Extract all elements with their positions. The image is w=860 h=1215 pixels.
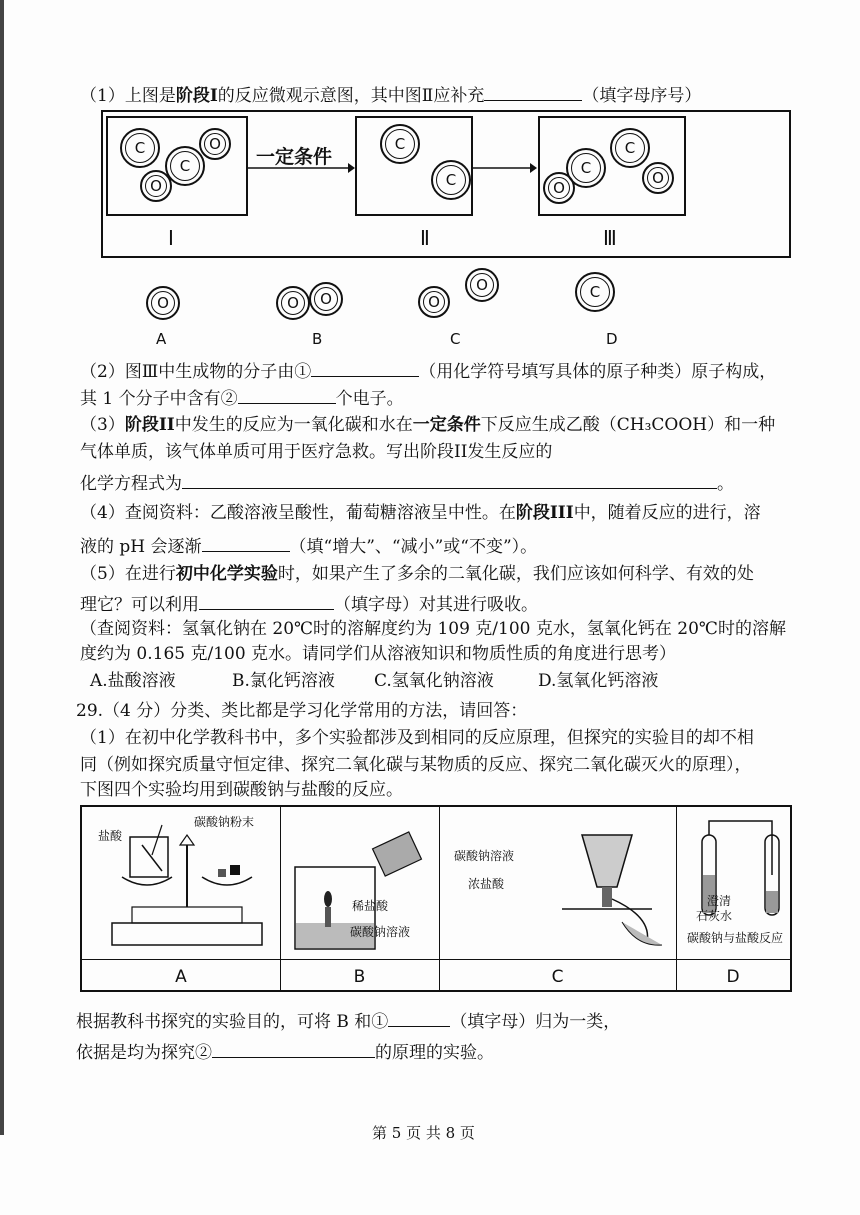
q5-note2: 度约为 0.165 克/100 克水。请同学们从溶液知识和物质性质的角度进行思考） xyxy=(80,644,677,664)
divider xyxy=(82,959,790,960)
q4-blank[interactable] xyxy=(202,533,290,552)
oxygen-atom: O xyxy=(543,172,575,204)
option-c-oxygen-atom: O xyxy=(465,268,499,302)
label-clear: 澄清 xyxy=(707,894,732,908)
label-na2co3-solution-c: 碳酸钠溶液 xyxy=(454,849,515,863)
q29-para2: 同（例如探究质量守恒定律、探究二氧化碳与某物质的反应、探究二氧化碳灭火的原理）， xyxy=(80,755,752,775)
oxygen-atom: O xyxy=(140,170,172,202)
q29-blank-2[interactable] xyxy=(212,1039,375,1058)
q29-para1: （1）在初中化学教科书中，多个实验都涉及到相同的反应原理，但探究的实验目的却不相 xyxy=(80,728,754,748)
q5-note1: （查阅资料：氢氧化钠在 20℃时的溶解度约为 109 克/100 克水，氢氧化钙在 20℃时的溶解 xyxy=(80,619,786,639)
carbon-atom: C xyxy=(566,148,606,188)
label-dilute-hcl: 稀盐酸 xyxy=(352,899,389,913)
experiment-figure xyxy=(80,805,792,992)
q5-line1: （5）在进行初中化学实验时，如果产生了多余的二氧化碳，我们应该如何科学、有效的处 xyxy=(80,564,754,584)
q29-answer-line1: 根据教科书探究的实验目的，可将 B 和① （填字母）归为一类， xyxy=(76,1008,620,1033)
q5-choice-c: C.氢氧化钠溶液 xyxy=(374,671,494,691)
panel-label-1: Ⅰ xyxy=(168,226,174,250)
page-edge xyxy=(0,0,4,1135)
arrow-condition-label: 一定条件 xyxy=(256,146,333,168)
oxygen-atom: O xyxy=(199,128,231,160)
divider xyxy=(439,807,440,990)
q3-line2: 气体单质，该气体单质可用于医疗急救。写出阶段II发生反应的 xyxy=(80,442,553,462)
q4-line2: 液的 pH 会逐渐 （填“增大”、“减小”或“不变”）。 xyxy=(80,533,537,558)
label-conc-hcl: 浓盐酸 xyxy=(468,877,505,891)
q1-answer-blank[interactable] xyxy=(484,82,582,101)
carbon-atom: C xyxy=(610,128,650,168)
q29-header: 29.（4 分）分类、类比都是学习化学常用的方法，请回答： xyxy=(76,701,528,721)
label-hcl-a: 盐酸 xyxy=(98,829,123,843)
q5-choice-a: A.盐酸溶液 xyxy=(90,671,176,691)
q3-line1: （3）阶段II中发生的反应为一氧化碳和水在一定条件下反应生成乙酸（CH₃COOH）和一种 xyxy=(80,415,776,435)
carbon-atom: C xyxy=(431,160,471,200)
option-label-b: B xyxy=(312,330,323,348)
oxygen-atom: O xyxy=(642,162,674,194)
q5-choice-d: D.氢氧化钙溶液 xyxy=(538,671,659,691)
label-na2co3-hcl-reaction: 碳酸钠与盐酸反应 xyxy=(687,931,784,945)
label-na2co3-powder: 碳酸钠粉末 xyxy=(194,815,255,829)
figure-panel-a: A xyxy=(175,967,187,987)
option-label-a: A xyxy=(156,330,167,348)
figure-panel-b: B xyxy=(353,967,366,987)
option-c-oxygen-atom: O xyxy=(418,286,450,318)
carbon-atom: C xyxy=(380,124,420,164)
q2-line1: （2）图Ⅲ中生成物的分子由① （用化学符号填写具体的原子种类）原子构成， xyxy=(80,358,776,383)
q5-choice-b: B.氯化钙溶液 xyxy=(232,671,335,691)
q2-line2: 其 1 个分子中含有② 个电子。 xyxy=(80,385,404,410)
q1-line: （1）上图是阶段Ⅰ的反应微观示意图，其中图Ⅱ应补充 （填字母序号） xyxy=(80,82,701,107)
q29-blank-1[interactable] xyxy=(388,1008,450,1027)
carbon-atom: C xyxy=(165,146,205,186)
option-a-oxygen-atom: O xyxy=(146,286,180,320)
q29-para3: 下图四个实验均用到碳酸钠与盐酸的反应。 xyxy=(80,780,403,800)
q4-line1: （4）查阅资料：乙酸溶液呈酸性，葡萄糖溶液呈中性。在阶段III中，随着反应的进行，溶 xyxy=(80,503,761,523)
q5-line2: 理它？可以利用 （填字母）对其进行吸收。 xyxy=(80,591,538,616)
q2-blank-1[interactable] xyxy=(311,358,419,377)
panel-label-3: Ⅲ xyxy=(603,226,617,250)
figure-panel-c: C xyxy=(551,967,564,987)
label-limewater: 石灰水 xyxy=(696,909,733,923)
option-d-carbon-atom: C xyxy=(575,272,615,312)
q3-line3: 化学方程式为 。 xyxy=(80,470,734,495)
option-b-oxygen-atom: O xyxy=(309,282,343,316)
option-b-oxygen-atom: O xyxy=(276,286,310,320)
carbon-atom: C xyxy=(120,128,160,168)
page-footer: 第 5 页 共 8 页 xyxy=(372,1124,475,1142)
option-label-d: D xyxy=(606,330,618,348)
panel-label-2: Ⅱ xyxy=(420,226,430,250)
figure-panel-d: D xyxy=(726,967,740,987)
divider xyxy=(280,807,281,990)
label-na2co3-solution-b: 碳酸钠溶液 xyxy=(350,925,411,939)
q2-blank-2[interactable] xyxy=(238,385,336,404)
q29-answer-line2: 依据是均为探究② 的原理的实验。 xyxy=(76,1039,494,1064)
divider xyxy=(676,807,677,990)
option-label-c: C xyxy=(450,330,461,348)
q5-blank[interactable] xyxy=(199,591,334,610)
q3-equation-blank[interactable] xyxy=(182,470,717,489)
